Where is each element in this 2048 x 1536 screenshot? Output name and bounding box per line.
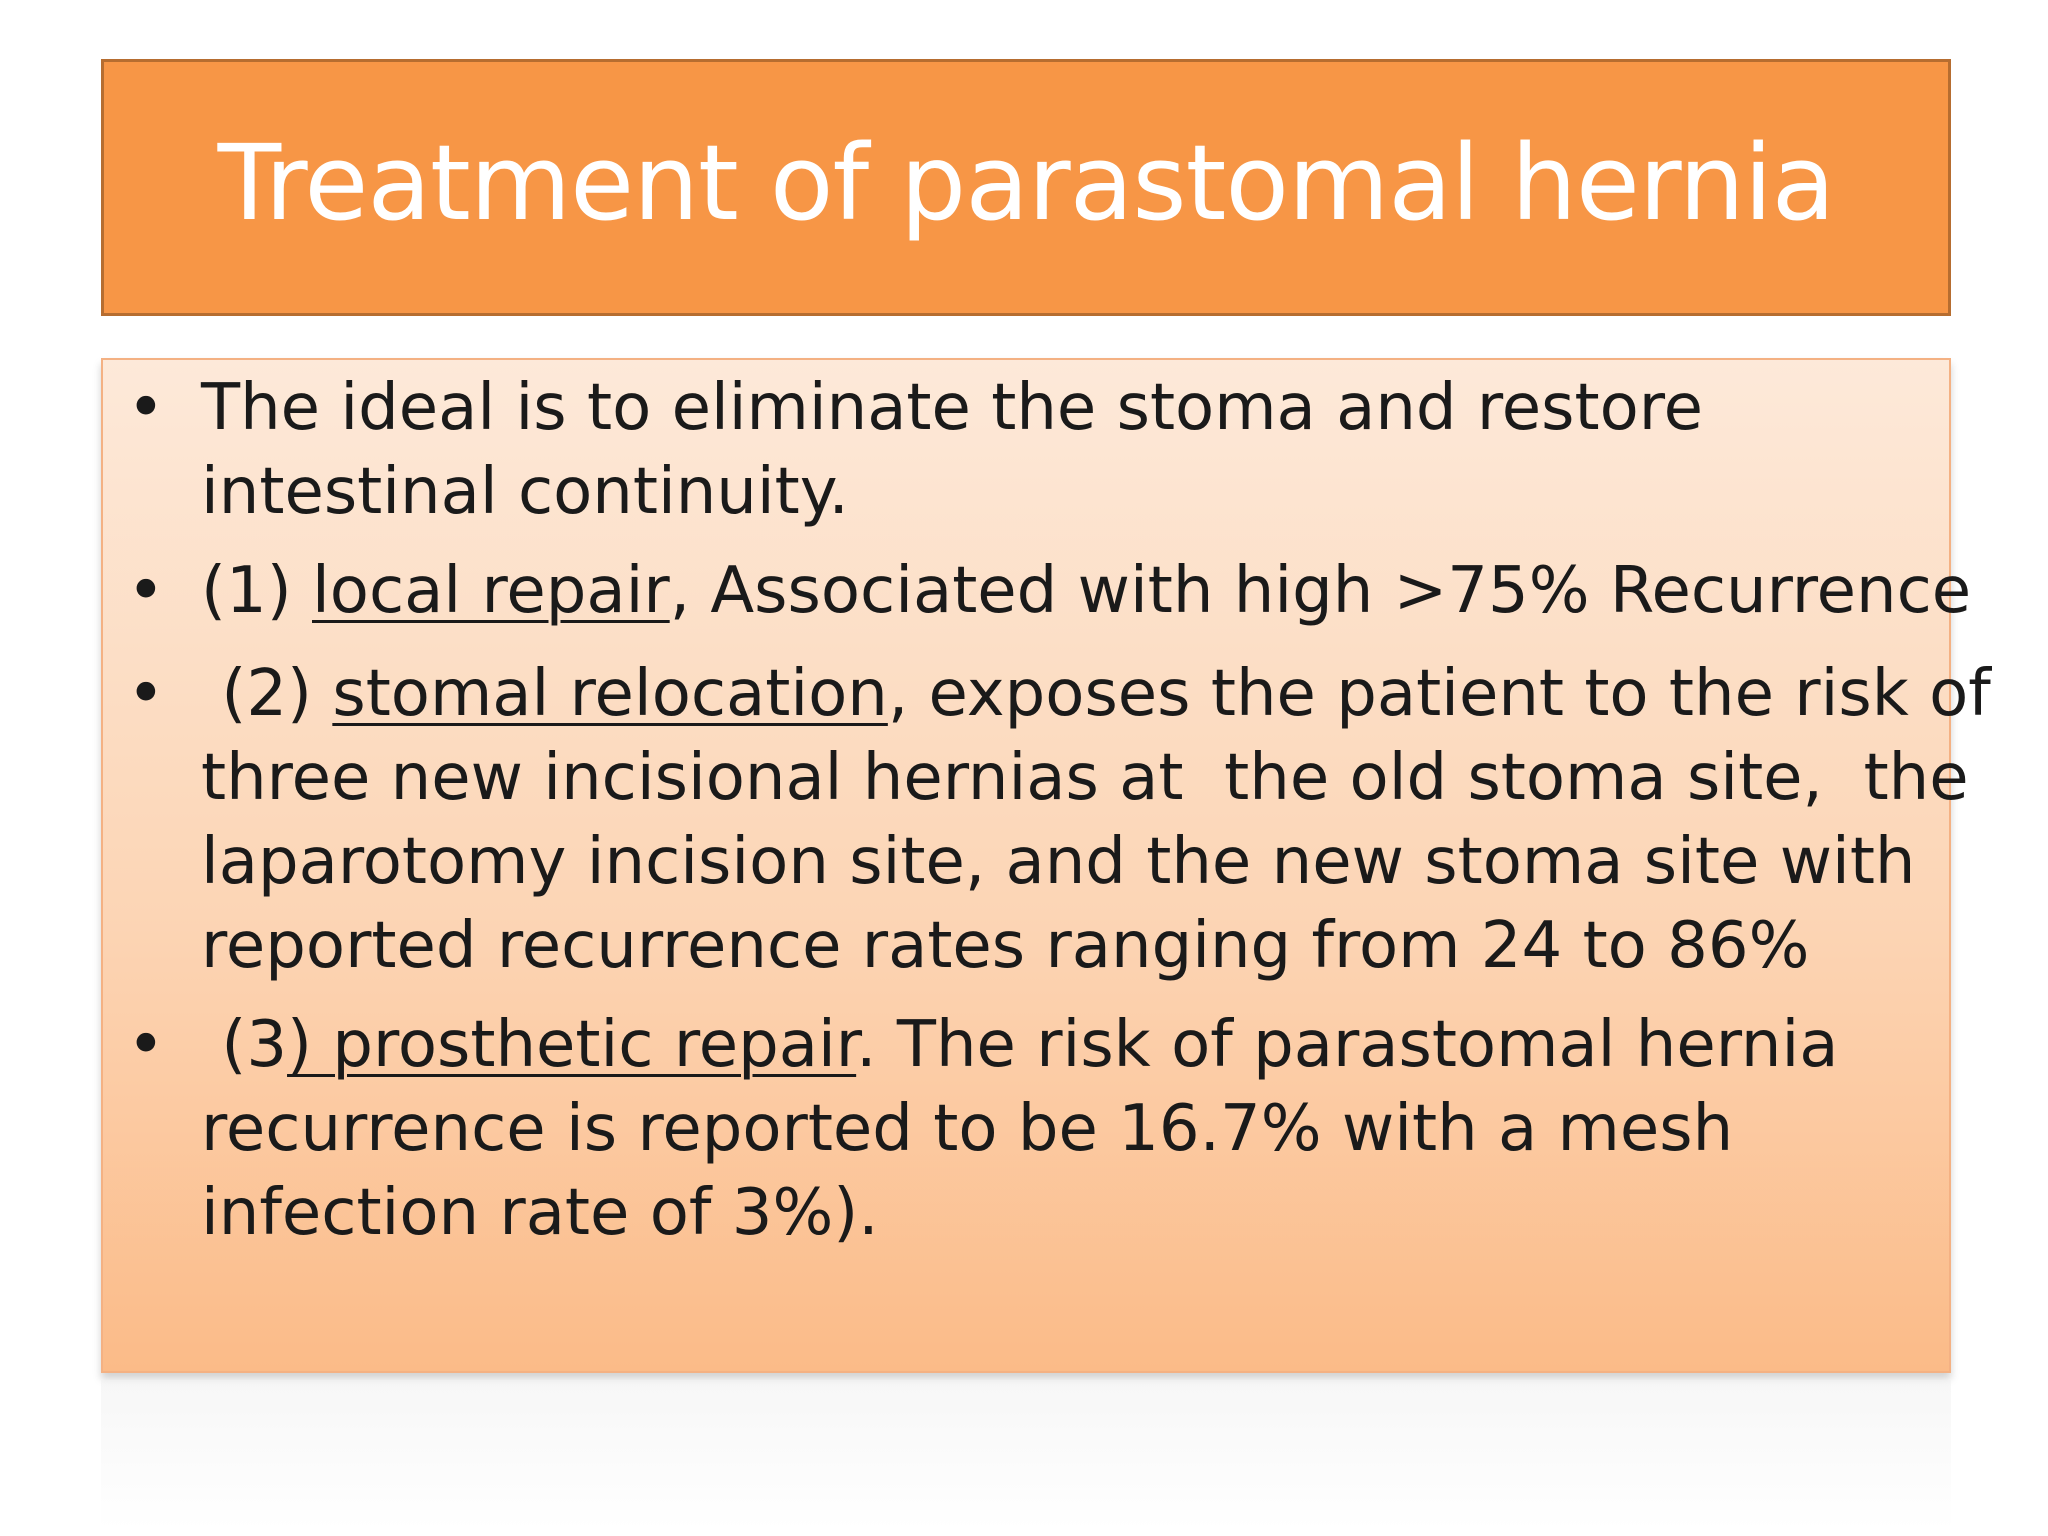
- bullet-line: reported recurrence rates ranging from 24 to 86%: [201, 909, 1810, 983]
- bullet-marker: •: [127, 371, 165, 445]
- underlined-term: local repair: [312, 554, 670, 628]
- bullet-text: , exposes the patient to the risk of: [887, 657, 1991, 731]
- bullet-marker: •: [127, 554, 165, 628]
- slide-title: Treatment of parastomal hernia: [217, 121, 1835, 244]
- bullet-item: [101, 549, 1991, 633]
- bullet-line: The ideal is to eliminate the stoma and restore: [201, 371, 1703, 445]
- bullet-text: . The risk of parastomal hernia: [856, 1008, 1839, 1082]
- bullet-prefix: (3: [201, 1008, 288, 1082]
- bullet-line: laparotomy incision site, and the new stoma site with: [201, 825, 1916, 899]
- bullet-item: [101, 1003, 1858, 1255]
- bullet-prefix: (2): [201, 657, 333, 731]
- bullet-marker: •: [127, 1008, 165, 1082]
- title-banner: [101, 59, 1951, 316]
- bullet-prefix: (1): [201, 554, 312, 628]
- underlined-term: stomal relocation: [332, 657, 888, 731]
- underlined-term: ) prosthetic repair: [287, 1008, 857, 1082]
- bullet-line: [201, 652, 1991, 736]
- bullet-line: intestinal continuity.: [201, 455, 849, 529]
- panel-reflection: [101, 1380, 1951, 1530]
- bullet-line: infection rate of 3%).: [201, 1176, 879, 1250]
- bullet-line: recurrence is reported to be 16.7% with a mesh: [201, 1092, 1734, 1166]
- bullet-text: , Associated with high >75% Recurrence: [669, 554, 1972, 628]
- bullet-marker: •: [127, 657, 165, 731]
- bullet-line: [201, 1003, 1838, 1087]
- bullet-line: three new incisional hernias at the old stoma site, the: [201, 741, 1969, 815]
- bullet-line: [201, 549, 1971, 633]
- bullet-item: [101, 366, 1723, 534]
- bullet-item: [101, 652, 2011, 988]
